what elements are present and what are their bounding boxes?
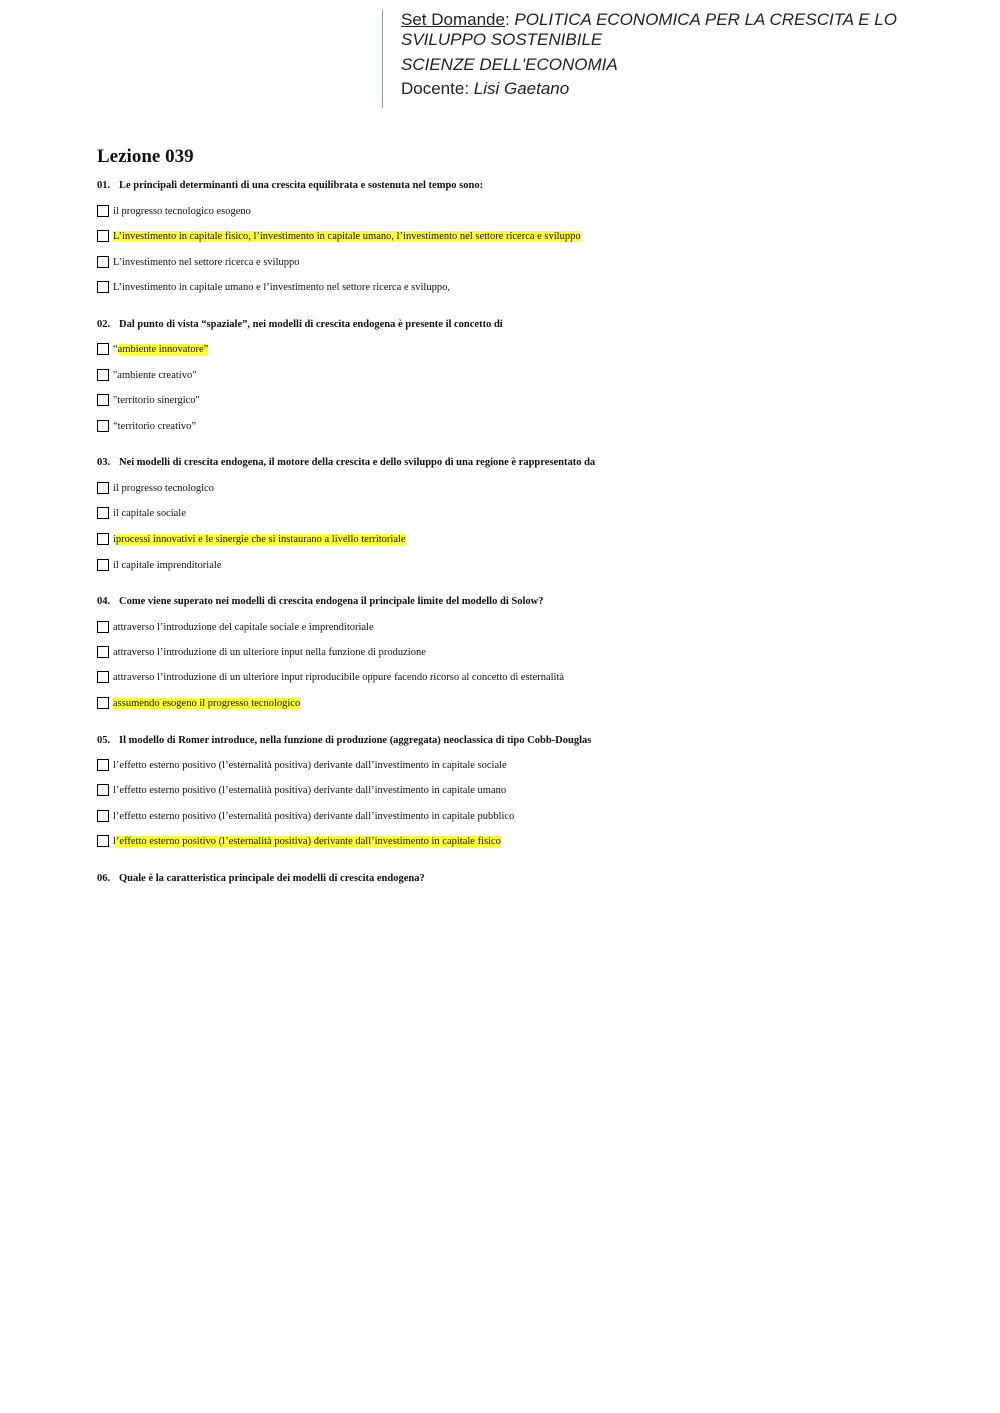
question-number: 06. xyxy=(97,873,111,884)
question-01 xyxy=(97,180,483,191)
checkbox[interactable] xyxy=(97,369,109,381)
checkbox[interactable] xyxy=(97,533,109,545)
checkbox[interactable] xyxy=(97,835,109,847)
checkbox[interactable] xyxy=(97,482,109,494)
option-02-a[interactable] xyxy=(97,342,208,356)
option-03-b[interactable] xyxy=(97,506,186,520)
set-label: Set Domande xyxy=(401,10,505,29)
checkbox[interactable] xyxy=(97,205,109,217)
checkbox[interactable] xyxy=(97,343,109,355)
option-text: attraverso l’introduzione di un ulteriore input nella funzione di produzione xyxy=(113,646,426,658)
question-number: 01. xyxy=(97,180,111,191)
course-line xyxy=(401,10,942,30)
option-01-c[interactable] xyxy=(97,255,300,269)
option-text: il progresso tecnologico xyxy=(113,482,214,494)
faculty: SCIENZE DELL'ECONOMIA xyxy=(401,55,618,74)
option-05-d[interactable] xyxy=(97,834,501,848)
option-text: L’investimento in capitale umano e l’investimento nel settore ricerca e sviluppo, xyxy=(113,281,450,293)
option-01-d[interactable] xyxy=(97,280,450,294)
question-04 xyxy=(97,596,543,607)
question-text: Le principali determinanti di una crescita equilibrata e sostenuta nel tempo sono: xyxy=(119,180,484,191)
option-text-highlighted: assumendo esogeno il progresso tecnologico xyxy=(113,697,301,709)
option-05-b[interactable] xyxy=(97,783,506,797)
checkbox[interactable] xyxy=(97,256,109,268)
option-04-c[interactable] xyxy=(97,670,564,684)
question-06 xyxy=(97,873,425,884)
question-05 xyxy=(97,735,591,746)
option-text: il capitale sociale xyxy=(113,507,186,519)
course-title-1: POLITICA ECONOMICA PER LA CRESCITA E LO xyxy=(514,10,897,29)
option-text: l’effetto esterno positivo (l’esternalità positiva) derivante dall’investimento in capitale sociale xyxy=(113,759,507,771)
option-text-highlighted: ambiente innovatore” xyxy=(117,343,209,355)
option-04-a[interactable] xyxy=(97,620,374,634)
option-text: l’effetto esterno positivo (l’esternalità positiva) derivante dall’investimento in capitale umano xyxy=(113,784,507,796)
teacher-name: Lisi Gaetano xyxy=(473,79,570,98)
question-text: Dal punto di vista “spaziale”, nei modelli di crescita endogena è presente il concetto di xyxy=(119,319,503,330)
set-separator: : xyxy=(504,10,515,29)
option-text: attraverso l’introduzione del capitale sociale e imprenditoriale xyxy=(113,621,374,633)
question-text: Come viene superato nei modelli di crescita endogena il principale limite del modello di Solow? xyxy=(119,596,544,607)
option-text-highlighted: processi innovativi e le sinergie che si instaurano a livello territoriale xyxy=(115,533,406,545)
question-number: 05. xyxy=(97,735,111,746)
option-01-b[interactable] xyxy=(97,229,581,243)
option-text: L’investimento nel settore ricerca e sviluppo xyxy=(113,256,300,268)
option-04-d[interactable] xyxy=(97,696,300,710)
course-title-2: SVILUPPO SOSTENIBILE xyxy=(401,30,603,49)
checkbox[interactable] xyxy=(97,697,109,709)
question-03 xyxy=(97,457,595,468)
teacher-line xyxy=(401,79,942,99)
checkbox[interactable] xyxy=(97,759,109,771)
option-text: l’effetto esterno positivo (l’esternalità positiva) derivante dall’investimento in capitale pubblico xyxy=(113,810,515,822)
checkbox[interactable] xyxy=(97,810,109,822)
option-03-a[interactable] xyxy=(97,481,214,495)
option-text-highlighted: ’effetto esterno positivo (l’esternalità positiva) derivante dall’investimento in capitale fisico xyxy=(115,835,501,847)
checkbox[interactable] xyxy=(97,230,109,242)
option-02-c[interactable] xyxy=(97,393,200,407)
option-text: "territorio sinergico" xyxy=(113,394,200,406)
option-02-d[interactable] xyxy=(97,419,196,433)
option-prefix: “ xyxy=(113,343,118,355)
option-text-highlighted: L’investimento in capitale fisico, l’investimento in capitale umano, l’investimento nel settore ricerca e sviluppo xyxy=(113,230,581,242)
option-prefix: l xyxy=(113,835,116,847)
checkbox[interactable] xyxy=(97,559,109,571)
option-05-a[interactable] xyxy=(97,758,507,772)
option-04-b[interactable] xyxy=(97,645,426,659)
checkbox[interactable] xyxy=(97,394,109,406)
question-text: Nei modelli di crescita endogena, il motore della crescita e dello sviluppo di una regione è rappresentato da xyxy=(119,457,596,468)
question-number: 04. xyxy=(97,596,111,607)
document-header xyxy=(382,10,942,108)
teacher-label: Docente: xyxy=(401,79,474,98)
checkbox[interactable] xyxy=(97,784,109,796)
option-text: il capitale imprenditoriale xyxy=(113,559,222,571)
question-text: Il modello di Romer introduce, nella funzione di produzione (aggregata) neoclassica di tipo Cobb-Douglas xyxy=(119,735,592,746)
checkbox[interactable] xyxy=(97,420,109,432)
checkbox[interactable] xyxy=(97,281,109,293)
checkbox[interactable] xyxy=(97,621,109,633)
option-03-c[interactable] xyxy=(97,532,406,546)
option-05-c[interactable] xyxy=(97,809,514,823)
option-text: “territorio creativo” xyxy=(113,420,197,432)
option-text: "ambiente creativo" xyxy=(113,369,197,381)
option-text: attraverso l’introduzione di un ulteriore input riproducibile oppure facendo ricorso al concetto di esternalità xyxy=(113,671,565,683)
question-text: Quale è la caratteristica principale dei modelli di crescita endogena? xyxy=(119,873,425,884)
option-02-b[interactable] xyxy=(97,368,197,382)
option-01-a[interactable] xyxy=(97,204,251,218)
checkbox[interactable] xyxy=(97,671,109,683)
option-prefix: i xyxy=(113,533,116,545)
question-02 xyxy=(97,319,503,330)
checkbox[interactable] xyxy=(97,646,109,658)
checkbox[interactable] xyxy=(97,507,109,519)
option-03-d[interactable] xyxy=(97,558,221,572)
question-number: 02. xyxy=(97,319,111,330)
lesson-title: Lezione 039 xyxy=(97,146,194,167)
option-text: il progresso tecnologico esogeno xyxy=(113,205,251,217)
question-number: 03. xyxy=(97,457,111,468)
